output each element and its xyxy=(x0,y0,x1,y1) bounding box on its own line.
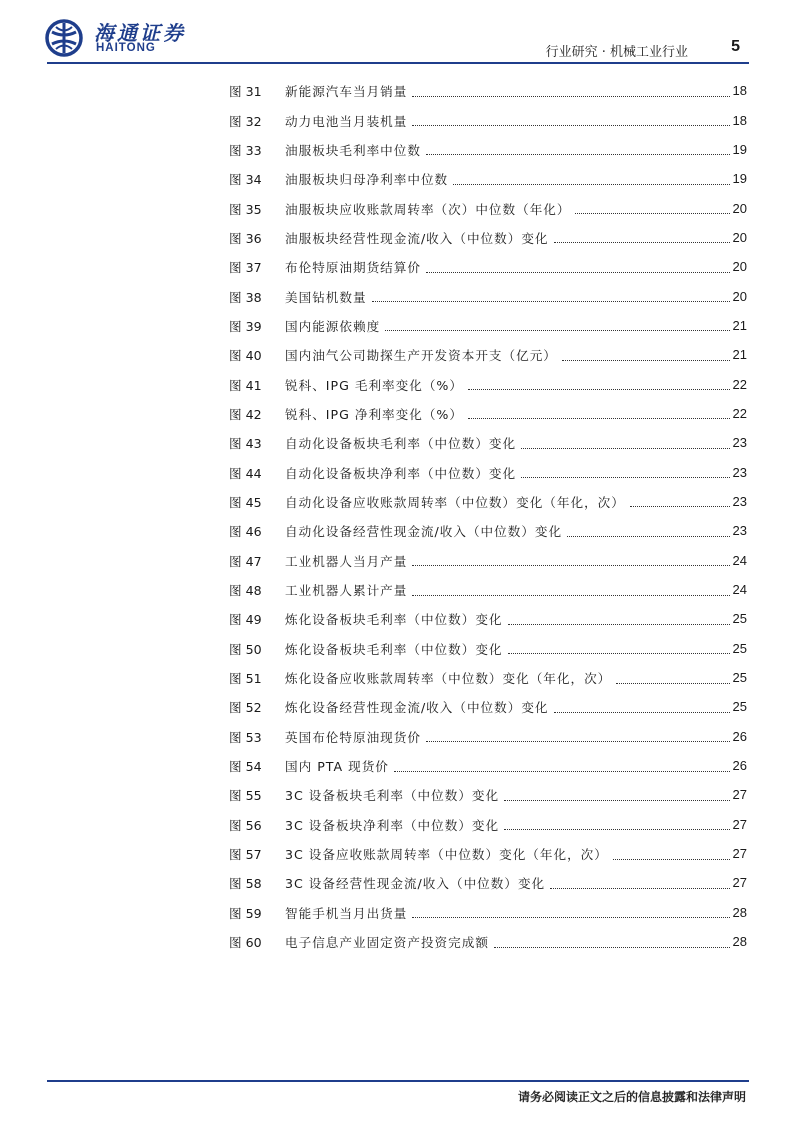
dot-leader xyxy=(554,241,730,243)
toc-entry[interactable] xyxy=(229,223,747,252)
dot-leader xyxy=(504,828,729,830)
figure-title: 国内能源依赖度 xyxy=(285,318,381,334)
figure-number: 图 35 xyxy=(229,201,262,217)
page-reference: 25 xyxy=(732,699,747,715)
figure-number: 图 51 xyxy=(229,671,262,687)
figure-number: 图 39 xyxy=(229,318,262,334)
dot-leader xyxy=(521,476,729,478)
toc-entry[interactable] xyxy=(229,692,747,721)
page-reference: 23 xyxy=(732,464,747,480)
figure-title: 布伦特原油期货结算价 xyxy=(285,260,421,276)
dot-leader xyxy=(426,740,730,742)
figure-title: 美国钻机数量 xyxy=(285,289,367,305)
toc-entry[interactable] xyxy=(229,428,747,457)
figure-number: 图 59 xyxy=(229,905,262,921)
dot-leader xyxy=(468,417,730,419)
dot-leader xyxy=(412,594,729,596)
dot-leader xyxy=(453,183,729,185)
dot-leader xyxy=(554,711,730,713)
figure-title: 动力电池当月装机量 xyxy=(285,113,408,129)
toc-entry[interactable] xyxy=(229,810,747,839)
figure-number: 图 49 xyxy=(229,612,262,628)
figure-number: 图 37 xyxy=(229,260,262,276)
dot-leader xyxy=(494,946,730,948)
page-reference: 20 xyxy=(732,229,747,245)
page-reference: 28 xyxy=(732,934,747,950)
dot-leader xyxy=(412,916,729,918)
figure-title: 自动化设备板块毛利率（中位数）变化 xyxy=(285,436,517,452)
page-reference: 23 xyxy=(732,435,747,451)
figure-number: 图 53 xyxy=(229,729,262,745)
logo-chinese-text: 海通证券 xyxy=(94,21,186,45)
report-section: 行业研究 · 机械工业行业 xyxy=(545,45,688,60)
figure-number: 图 52 xyxy=(229,700,262,716)
figure-number: 图 45 xyxy=(229,494,262,510)
figure-title: 自动化设备应收账款周转率（中位数）变化（年化，次） xyxy=(285,494,625,510)
toc-entry[interactable] xyxy=(229,193,747,222)
figure-number: 图 42 xyxy=(229,406,262,422)
figure-title: 炼化设备经营性现金流/收入（中位数）变化 xyxy=(285,700,549,716)
figure-number: 图 32 xyxy=(229,113,262,129)
page-reference: 25 xyxy=(732,640,747,656)
page-reference: 27 xyxy=(732,846,747,862)
toc-entry[interactable] xyxy=(229,311,747,340)
page-reference: 18 xyxy=(732,83,747,99)
dot-leader xyxy=(562,359,730,361)
figure-title: 3C 设备经营性现金流/收入（中位数）变化 xyxy=(285,876,546,892)
figure-list xyxy=(229,76,747,956)
figure-number: 图 47 xyxy=(229,553,262,569)
figure-title: 炼化设备应收账款周转率（中位数）变化（年化，次） xyxy=(285,671,612,687)
figure-number: 图 55 xyxy=(229,788,262,804)
figure-title: 智能手机当月出货量 xyxy=(285,905,408,921)
dot-leader xyxy=(426,271,730,273)
page-reference: 19 xyxy=(732,171,747,187)
toc-entry[interactable] xyxy=(229,457,747,486)
figure-title: 3C 设备板块毛利率（中位数）变化 xyxy=(285,788,500,804)
dot-leader xyxy=(616,682,729,684)
page-reference: 27 xyxy=(732,816,747,832)
figure-number: 图 56 xyxy=(229,817,262,833)
page-reference: 22 xyxy=(732,405,747,421)
figure-number: 图 60 xyxy=(229,935,262,951)
dot-leader xyxy=(385,329,729,331)
figure-number: 图 50 xyxy=(229,641,262,657)
footer-divider xyxy=(47,1080,749,1082)
figure-title: 锐科、IPG 毛利率变化（%） xyxy=(285,377,463,393)
figure-title: 炼化设备板块毛利率（中位数）变化 xyxy=(285,612,503,628)
figure-number: 图 48 xyxy=(229,583,262,599)
figure-title: 3C 设备板块净利率（中位数）变化 xyxy=(285,817,500,833)
dot-leader xyxy=(630,505,730,507)
toc-entry[interactable] xyxy=(229,868,747,897)
figure-number: 图 44 xyxy=(229,465,262,481)
figure-title: 油服板块归母净利率中位数 xyxy=(285,172,449,188)
figure-number: 图 43 xyxy=(229,436,262,452)
page-reference: 27 xyxy=(732,787,747,803)
footer-disclaimer: 请务必阅读正文之后的信息披露和法律声明 xyxy=(517,1090,746,1104)
toc-entry[interactable] xyxy=(229,516,747,545)
dot-leader xyxy=(575,212,729,214)
toc-entry[interactable] xyxy=(229,751,747,780)
dot-leader xyxy=(468,388,730,390)
figure-title: 3C 设备应收账款周转率（中位数）变化（年化，次） xyxy=(285,847,608,863)
page-reference: 27 xyxy=(732,875,747,891)
figure-title: 工业机器人累计产量 xyxy=(285,583,408,599)
dot-leader xyxy=(508,623,730,625)
figure-number: 图 38 xyxy=(229,289,262,305)
toc-entry[interactable] xyxy=(229,839,747,868)
page-reference: 20 xyxy=(732,200,747,216)
dot-leader xyxy=(394,770,730,772)
page-reference: 28 xyxy=(732,904,747,920)
dot-leader xyxy=(372,300,730,302)
page-reference: 21 xyxy=(732,347,747,363)
dot-leader xyxy=(412,564,729,566)
page-reference: 18 xyxy=(732,112,747,128)
toc-entry[interactable] xyxy=(229,164,747,193)
toc-entry[interactable] xyxy=(229,105,747,134)
dot-leader xyxy=(412,124,729,126)
toc-entry[interactable] xyxy=(229,927,747,956)
figure-title: 油服板块经营性现金流/收入（中位数）变化 xyxy=(285,230,549,246)
dot-leader xyxy=(550,887,729,889)
figure-title: 炼化设备板块毛利率（中位数）变化 xyxy=(285,641,503,657)
toc-entry[interactable] xyxy=(229,604,747,633)
figure-number: 图 41 xyxy=(229,377,262,393)
dot-leader xyxy=(412,95,729,97)
toc-entry[interactable] xyxy=(229,281,747,310)
toc-entry[interactable] xyxy=(229,135,747,164)
page-reference: 26 xyxy=(732,758,747,774)
page-reference: 21 xyxy=(732,317,747,333)
toc-entry[interactable] xyxy=(229,634,747,663)
toc-entry[interactable] xyxy=(229,575,747,604)
logo-english-text: HAITONG xyxy=(96,42,156,54)
dot-leader xyxy=(567,535,729,537)
figure-title: 油服板块毛利率中位数 xyxy=(285,142,421,158)
dot-leader xyxy=(508,652,730,654)
figure-title: 英国布伦特原油现货价 xyxy=(285,729,421,745)
figure-title: 锐科、IPG 净利率变化（%） xyxy=(285,406,463,422)
figure-number: 图 40 xyxy=(229,348,262,364)
figure-number: 图 54 xyxy=(229,759,262,775)
page-reference: 23 xyxy=(732,493,747,509)
toc-entry[interactable] xyxy=(229,487,747,516)
page-reference: 24 xyxy=(732,582,747,598)
figure-title: 新能源汽车当月销量 xyxy=(285,84,408,100)
page-reference: 22 xyxy=(732,376,747,392)
toc-entry[interactable] xyxy=(229,663,747,692)
toc-entry[interactable] xyxy=(229,252,747,281)
toc-entry[interactable] xyxy=(229,369,747,398)
header-divider xyxy=(47,62,749,64)
figure-number: 图 58 xyxy=(229,876,262,892)
figure-title: 电子信息产业固定资产投资完成额 xyxy=(285,935,489,951)
figure-number: 图 33 xyxy=(229,142,262,158)
figure-number: 图 34 xyxy=(229,172,262,188)
dot-leader xyxy=(426,153,730,155)
toc-entry[interactable] xyxy=(229,340,747,369)
haitong-logo-icon xyxy=(44,18,90,58)
figure-number: 图 31 xyxy=(229,84,262,100)
toc-entry[interactable] xyxy=(229,546,747,575)
toc-entry[interactable] xyxy=(229,76,747,105)
page-reference: 24 xyxy=(732,552,747,568)
page-reference: 19 xyxy=(732,141,747,157)
page-number: 5 xyxy=(731,38,740,55)
toc-entry[interactable] xyxy=(229,399,747,428)
page-reference: 20 xyxy=(732,288,747,304)
dot-leader xyxy=(613,858,730,860)
figure-title: 自动化设备经营性现金流/收入（中位数）变化 xyxy=(285,524,563,540)
page-reference: 25 xyxy=(732,611,747,627)
dot-leader xyxy=(504,799,729,801)
figure-title: 国内油气公司勘探生产开发资本开支（亿元） xyxy=(285,348,557,364)
toc-entry[interactable] xyxy=(229,780,747,809)
page-reference: 25 xyxy=(732,670,747,686)
figure-title: 国内 PTA 现货价 xyxy=(285,759,389,775)
dot-leader xyxy=(521,447,729,449)
figure-number: 图 57 xyxy=(229,847,262,863)
page-reference: 26 xyxy=(732,728,747,744)
toc-entry[interactable] xyxy=(229,722,747,751)
figure-title: 自动化设备板块净利率（中位数）变化 xyxy=(285,465,517,481)
page-reference: 20 xyxy=(732,259,747,275)
figure-title: 油服板块应收账款周转率（次）中位数（年化） xyxy=(285,201,571,217)
figure-number: 图 46 xyxy=(229,524,262,540)
page-header xyxy=(0,0,793,70)
figure-title: 工业机器人当月产量 xyxy=(285,553,408,569)
page-reference: 23 xyxy=(732,523,747,539)
toc-entry[interactable] xyxy=(229,898,747,927)
figure-number: 图 36 xyxy=(229,230,262,246)
